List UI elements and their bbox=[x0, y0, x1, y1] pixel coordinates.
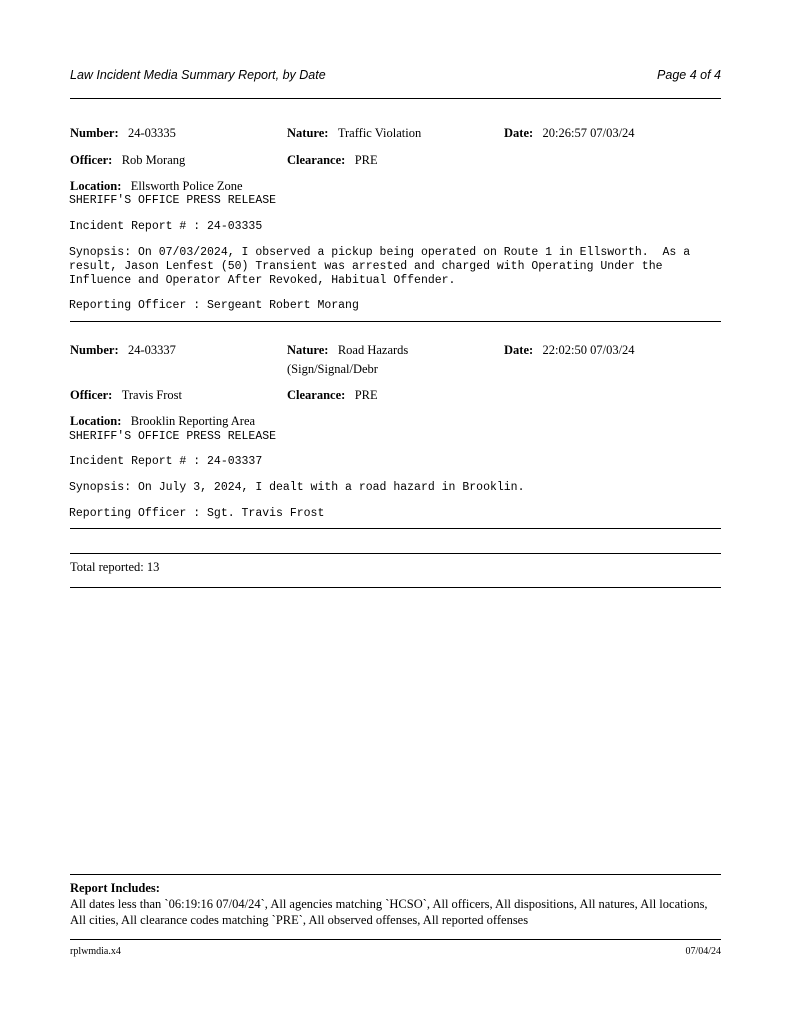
footer-rule bbox=[70, 939, 721, 940]
incident-officer: Officer: Travis Frost bbox=[70, 388, 183, 402]
header-rule bbox=[70, 98, 721, 99]
incident-officer: Officer: Rob Morang bbox=[70, 153, 186, 167]
synopsis-line: result, Jason Lenfest (50) Transient was arrested and charged with Operating Under the bbox=[69, 260, 663, 273]
incident-clearance: Clearance: PRE bbox=[287, 153, 378, 167]
reporting-officer: Reporting Officer : Sergeant Robert Morang bbox=[69, 299, 359, 312]
incident-nature: Nature: Road Hazards bbox=[287, 343, 409, 357]
incident-number-value: 24-03337 bbox=[127, 343, 176, 357]
incident-nature-value: Traffic Violation bbox=[337, 126, 422, 140]
incident-clearance-value: PRE bbox=[354, 388, 378, 402]
incident-location: Location: Ellsworth Police Zone bbox=[70, 179, 243, 193]
total-bottom-rule bbox=[70, 587, 721, 588]
record-divider bbox=[70, 321, 721, 322]
page-indicator: Page 4 of 4 bbox=[657, 68, 721, 82]
incident-report-number: Incident Report # : 24-03335 bbox=[69, 220, 263, 233]
synopsis-line: Synopsis: On July 3, 2024, I dealt with a road hazard in Brooklin. bbox=[69, 481, 525, 494]
incident-date: Date: 20:26:57 07/03/24 bbox=[504, 126, 635, 140]
incident-number: Number: 24-03337 bbox=[70, 343, 176, 357]
total-top-rule bbox=[70, 553, 721, 554]
incident-date: Date: 22:02:50 07/03/24 bbox=[504, 343, 635, 357]
print-date: 07/04/24 bbox=[685, 946, 721, 957]
press-release-heading: SHERIFF'S OFFICE PRESS RELEASE bbox=[69, 194, 277, 207]
incident-location-value: Brooklin Reporting Area bbox=[130, 414, 256, 428]
synopsis-line: Influence and Operator After Revoked, Habitual Offender. bbox=[69, 274, 456, 287]
incident-officer-value: Rob Morang bbox=[121, 153, 186, 167]
report-includes-heading: Report Includes: bbox=[70, 881, 160, 895]
incident-clearance-value: PRE bbox=[354, 153, 378, 167]
incident-officer-value: Travis Frost bbox=[121, 388, 183, 402]
incident-date-value: 20:26:57 07/03/24 bbox=[542, 126, 635, 140]
program-name: rplwmdia.x4 bbox=[70, 946, 121, 957]
footnote-rule bbox=[70, 874, 721, 875]
total-reported: Total reported: 13 bbox=[70, 560, 160, 574]
report-includes-text: All dates less than `06:19:16 07/04/24`, All agencies matching `HCSO`, All officers, All dispositions, All natures, All locations, All cities, All clearance codes matching `PRE`, All observed offenses, All reported offenses bbox=[70, 897, 708, 927]
incident-date-value: 22:02:50 07/03/24 bbox=[542, 343, 635, 357]
press-release-heading: SHERIFF'S OFFICE PRESS RELEASE bbox=[69, 430, 277, 443]
reporting-officer: Reporting Officer : Sgt. Travis Frost bbox=[69, 507, 325, 520]
incident-nature: Nature: Traffic Violation bbox=[287, 126, 422, 140]
incident-location-value: Ellsworth Police Zone bbox=[130, 179, 243, 193]
synopsis-line: Synopsis: On 07/03/2024, I observed a pickup being operated on Route 1 in Ellsworth. As a bbox=[69, 246, 691, 259]
incident-location: Location: Brooklin Reporting Area bbox=[70, 414, 256, 428]
incident-clearance: Clearance: PRE bbox=[287, 388, 378, 402]
report-title: Law Incident Media Summary Report, by Date bbox=[70, 68, 326, 82]
incident-number-value: 24-03335 bbox=[127, 126, 176, 140]
record-divider bbox=[70, 528, 721, 529]
incident-nature-continued: (Sign/Signal/Debr bbox=[287, 362, 378, 376]
incident-report-number: Incident Report # : 24-03337 bbox=[69, 455, 263, 468]
incident-number: Number: 24-03335 bbox=[70, 126, 176, 140]
incident-nature-value: Road Hazards bbox=[337, 343, 409, 357]
